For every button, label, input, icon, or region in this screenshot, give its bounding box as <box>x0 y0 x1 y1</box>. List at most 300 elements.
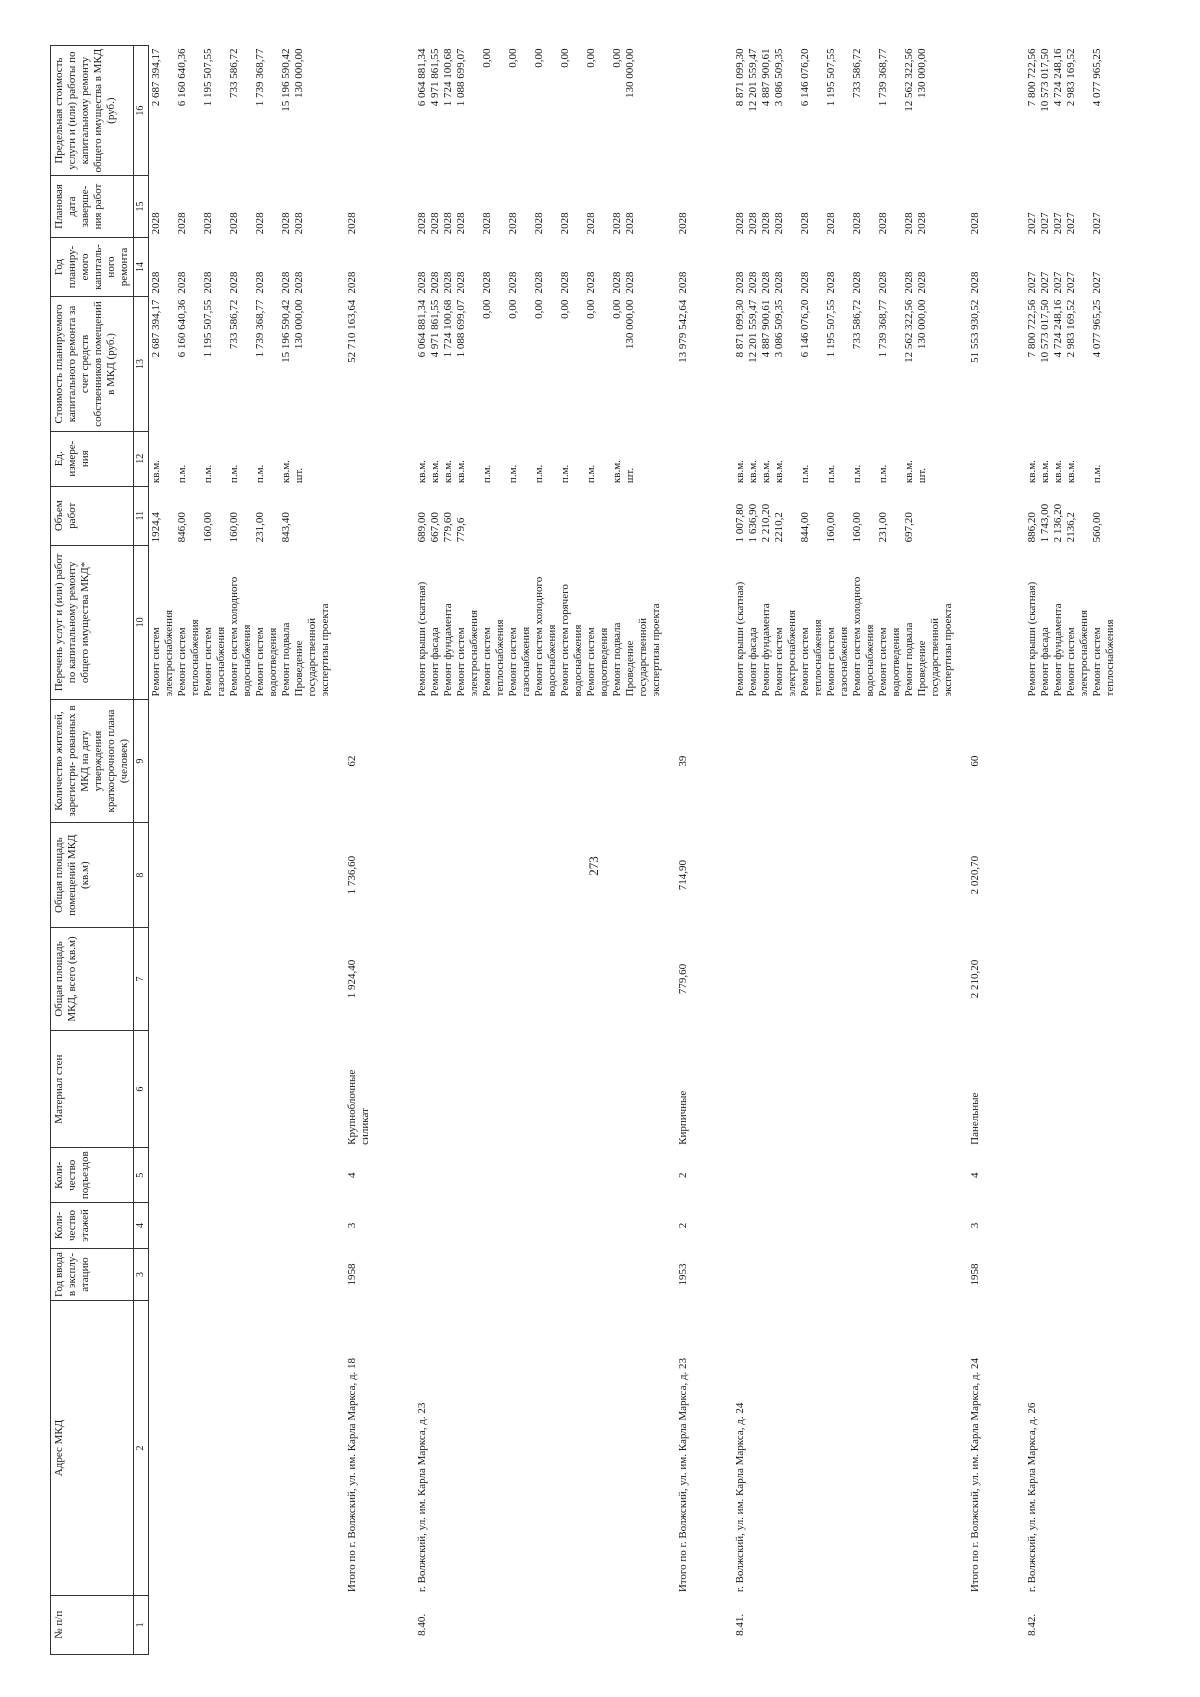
work-line: 6 146 076,20 <box>798 299 811 358</box>
work-line: 2028 <box>915 212 928 235</box>
work-line <box>969 434 982 483</box>
column-header-13: Стоимость планируемого капитального ремонта за счет средств собственников помещений в МКД (руб.) <box>51 297 134 432</box>
work-line: 2028 <box>227 212 240 235</box>
work-line <box>533 489 546 542</box>
cell-col7 <box>1025 928 1118 1031</box>
work-line <box>890 49 903 173</box>
work-line: 2028 <box>759 271 772 294</box>
work-line <box>267 489 280 542</box>
work-line <box>929 489 942 542</box>
work-line: 697,20 <box>902 512 915 543</box>
work-line <box>546 240 559 293</box>
work-line: 51 553 930,52 <box>968 299 981 363</box>
cell-col5 <box>733 1148 956 1203</box>
cell-col12 <box>345 431 373 486</box>
work-line: п.м. <box>480 464 493 484</box>
cell-col6: Панельные <box>968 1092 981 1145</box>
cell-col9 <box>148 699 333 822</box>
work-line: 2028 <box>454 212 467 235</box>
column-header-6: Материал стен <box>51 1030 134 1148</box>
work-line <box>520 300 533 429</box>
cell-col8 <box>1025 823 1118 928</box>
work-line <box>864 179 877 235</box>
column-header-15: Плановая дата заверше- ния работ <box>51 176 134 238</box>
column-number-10: 10 <box>133 545 148 699</box>
work-line: 846,00 <box>175 512 188 543</box>
work-line <box>890 179 903 235</box>
work-line: п.м. <box>584 464 597 484</box>
work-line: 0,00 <box>480 48 493 68</box>
work-line: 2028 <box>345 212 358 235</box>
cell-col13 <box>415 297 664 432</box>
work-line <box>1104 179 1117 235</box>
work-line: 2 136,20 <box>1051 503 1064 543</box>
work-line: п.м. <box>798 464 811 484</box>
work-line <box>163 179 176 235</box>
work-line: 2028 <box>454 271 467 294</box>
work-line: Ремонт систем <box>1064 627 1077 697</box>
work-line <box>189 434 202 483</box>
column-number-9: 9 <box>133 699 148 822</box>
work-line <box>890 240 903 293</box>
spacer-cell <box>956 46 968 1655</box>
work-line <box>650 240 663 293</box>
work-line: 10 573 017,50 <box>1038 299 1051 363</box>
work-line <box>215 489 228 542</box>
work-line <box>319 489 332 542</box>
work-line: 2028 <box>428 212 441 235</box>
work-line: кв.м. <box>1025 460 1038 484</box>
work-line: Ремонт фасада <box>746 627 759 697</box>
cell-col13 <box>733 297 956 432</box>
rotated-table-container <box>50 45 1170 1655</box>
cell-col1 <box>676 1595 691 1654</box>
cell-col5 <box>1025 1148 1118 1203</box>
work-line: 3 086 509,35 <box>772 48 785 107</box>
work-line: кв.м. <box>279 460 292 484</box>
work-line <box>598 300 611 429</box>
work-line <box>598 49 611 173</box>
work-line <box>624 489 637 542</box>
work-line: 160,00 <box>227 512 240 543</box>
work-line: Ремонт систем горячего <box>558 584 571 697</box>
work-line <box>468 489 481 542</box>
work-line: 0,00 <box>558 299 571 319</box>
cell-col1: 8.41. <box>733 1613 746 1636</box>
cell-col14 <box>415 237 664 296</box>
work-line: 1924,4 <box>149 512 162 543</box>
row-spacer <box>983 46 1025 1655</box>
work-line <box>189 240 202 293</box>
work-line <box>346 548 359 696</box>
work-line: Ремонт фасада <box>428 627 441 697</box>
work-line <box>520 434 533 483</box>
cell-col14 <box>733 237 956 296</box>
table-body <box>148 46 1129 1655</box>
work-line: кв.м. <box>428 460 441 484</box>
work-line: Ремонт систем <box>253 627 266 697</box>
cell-col14 <box>148 237 333 296</box>
column-header-9: Количество жителей, зарегистри- рованных в МКД на дату утверждения краткосрочного плана (человек) <box>51 699 134 822</box>
work-line: 2027 <box>1064 271 1077 294</box>
work-line <box>319 300 332 429</box>
work-line <box>572 240 585 293</box>
column-number-13: 13 <box>133 297 148 432</box>
work-line: водоснабжения <box>571 624 584 697</box>
work-line <box>1078 300 1091 429</box>
work-line: водоснабжения <box>863 624 876 697</box>
work-line <box>677 548 690 696</box>
work-line: электроснабжения <box>467 609 480 697</box>
work-line: 130 000,00 <box>623 299 636 350</box>
work-line <box>890 489 903 542</box>
work-line: кв.м. <box>454 460 467 484</box>
work-line: 2028 <box>623 271 636 294</box>
table-row <box>345 46 373 1655</box>
work-line <box>929 240 942 293</box>
cell-col5 <box>148 1148 333 1203</box>
work-line: электроснабжения <box>1077 609 1090 697</box>
cell-col10 <box>733 545 956 699</box>
work-line <box>546 179 559 235</box>
work-line: 733 586,72 <box>227 48 240 98</box>
work-line: 6 160 640,36 <box>175 299 188 358</box>
spacer-cell <box>691 46 733 1655</box>
work-line <box>812 240 825 293</box>
column-number-15: 15 <box>133 176 148 238</box>
work-line: 2028 <box>532 271 545 294</box>
work-line: Ремонт крыши (скатная) <box>1025 581 1038 697</box>
work-line: 2028 <box>149 212 162 235</box>
work-line: 4 887 900,61 <box>759 48 772 107</box>
work-line <box>306 300 319 429</box>
work-line <box>241 434 254 483</box>
work-line: 667,00 <box>428 512 441 543</box>
work-line: 2028 <box>772 212 785 235</box>
work-line: 2027 <box>1051 212 1064 235</box>
work-line: Ремонт систем <box>1090 627 1103 697</box>
work-line: 2028 <box>850 271 863 294</box>
work-line <box>494 434 507 483</box>
work-line: кв.м. <box>1064 460 1077 484</box>
work-line: 1 088 699,07 <box>454 48 467 107</box>
work-line: 0,00 <box>532 48 545 68</box>
work-line: 1 195 507,55 <box>824 299 837 358</box>
cell-col8: 2 020,70 <box>968 855 981 895</box>
work-line <box>546 300 559 429</box>
spacer-cell <box>664 46 676 1655</box>
work-line: кв.м. <box>733 460 746 484</box>
cell-col7 <box>733 928 956 1031</box>
column-number-14: 14 <box>133 237 148 296</box>
work-line: 2027 <box>1038 212 1051 235</box>
work-line: электроснабжения <box>785 609 798 697</box>
work-line <box>637 489 650 542</box>
work-line: 2028 <box>175 212 188 235</box>
work-line: п.м. <box>506 464 519 484</box>
work-line: 0,00 <box>610 48 623 68</box>
work-line <box>306 179 319 235</box>
work-line: 2028 <box>292 212 305 235</box>
column-number-16: 16 <box>133 46 148 176</box>
cell-col3 <box>1025 1248 1118 1300</box>
work-line <box>215 49 228 173</box>
work-line: 12 201 559,47 <box>746 48 759 112</box>
column-header-5: Коли- чество подъездов <box>51 1148 134 1203</box>
cell-col13 <box>1025 297 1118 432</box>
cell-col10 <box>148 545 333 699</box>
work-line: 0,00 <box>506 299 519 319</box>
cell-col11 <box>733 486 956 545</box>
work-line: 2028 <box>558 271 571 294</box>
work-line <box>494 179 507 235</box>
work-line: 2027 <box>1064 212 1077 235</box>
work-line: 2027 <box>1051 271 1064 294</box>
work-line: 2028 <box>824 271 837 294</box>
work-line <box>812 434 825 483</box>
work-line: Ремонт систем холодного <box>532 576 545 697</box>
cell-col15 <box>968 176 983 238</box>
work-line: кв.м. <box>415 460 428 484</box>
cell-col14 <box>1025 237 1118 296</box>
row-spacer <box>333 46 345 1655</box>
cell-col5 <box>415 1148 664 1203</box>
work-line <box>812 300 825 429</box>
work-line: 779,6 <box>454 517 467 543</box>
work-line: 2028 <box>772 271 785 294</box>
work-line <box>572 489 585 542</box>
work-line: шт. <box>623 467 636 484</box>
cell-col8: 1 736,60 <box>345 855 358 895</box>
cell-col9 <box>733 699 956 822</box>
work-line <box>267 240 280 293</box>
cell-col9: 62 <box>345 755 358 767</box>
work-line <box>319 179 332 235</box>
work-line: 2028 <box>746 271 759 294</box>
work-line: 2028 <box>201 271 214 294</box>
cell-col9: 39 <box>676 755 689 767</box>
work-line: теплоснабжения <box>1103 619 1116 697</box>
column-number-5: 5 <box>133 1148 148 1203</box>
work-line: 2028 <box>968 212 981 235</box>
work-line: Ремонт систем холодного <box>227 576 240 697</box>
work-line <box>215 300 228 429</box>
work-line: кв.м. <box>759 460 772 484</box>
column-header-7: Общая площадь МКД, всего (кв.м) <box>51 928 134 1031</box>
work-line <box>507 489 520 542</box>
work-line <box>677 434 690 483</box>
work-line <box>241 240 254 293</box>
work-line: 733 586,72 <box>850 48 863 98</box>
cell-col2: г. Волжский, ул. им. Карла Маркса, д. 26 <box>1025 1402 1038 1593</box>
work-line <box>468 179 481 235</box>
work-line: 12 562 322,56 <box>902 299 915 363</box>
cell-col15 <box>415 176 664 238</box>
cell-col2: г. Волжский, ул. им. Карла Маркса, д. 23 <box>415 1402 428 1593</box>
work-line <box>306 489 319 542</box>
column-header-12: Ед. измере- ния <box>51 431 134 486</box>
cell-col16 <box>676 46 691 176</box>
work-line <box>864 489 877 542</box>
column-header-3: Год ввода в эксплу- атацию <box>51 1248 134 1300</box>
work-line: 2028 <box>902 271 915 294</box>
column-header-14: Год планиру- емого капиталь- ного ремонта <box>51 237 134 296</box>
work-line: 1 724 100,68 <box>441 48 454 107</box>
work-line: 2028 <box>506 212 519 235</box>
work-line: Ремонт подвала <box>902 622 915 697</box>
work-line <box>838 240 851 293</box>
work-line: 2028 <box>759 212 772 235</box>
work-line <box>189 179 202 235</box>
work-line: 6 064 881,34 <box>415 299 428 358</box>
work-line: 160,00 <box>201 512 214 543</box>
work-line: п.м. <box>253 464 266 484</box>
work-line <box>189 49 202 173</box>
work-line: 4 077 965,25 <box>1090 299 1103 358</box>
work-line: 2028 <box>968 271 981 294</box>
work-line <box>494 489 507 542</box>
work-line: 7 800 722,56 <box>1025 48 1038 107</box>
work-line <box>637 179 650 235</box>
work-line <box>637 49 650 173</box>
row-spacer <box>956 46 968 1655</box>
work-line: 130 000,00 <box>292 299 305 350</box>
spacer-cell <box>983 46 1025 1655</box>
work-line <box>520 489 533 542</box>
work-line: 0,00 <box>480 299 493 319</box>
work-line: 0,00 <box>532 299 545 319</box>
work-line: экспертизы проекта <box>649 603 662 697</box>
work-line: 15 196 590,42 <box>279 299 292 363</box>
work-line: 886,20 <box>1025 512 1038 543</box>
work-line: п.м. <box>558 464 571 484</box>
work-line: 12 201 559,47 <box>746 299 759 363</box>
cell-col8 <box>733 823 956 928</box>
work-line <box>637 240 650 293</box>
work-line: кв.м. <box>441 460 454 484</box>
column-number-7: 7 <box>133 928 148 1031</box>
work-line <box>650 49 663 173</box>
column-number-12: 12 <box>133 431 148 486</box>
work-line: 1 739 368,77 <box>876 48 889 107</box>
work-line <box>677 49 690 173</box>
work-line: 2 983 169,52 <box>1064 299 1077 358</box>
work-line: 2028 <box>558 212 571 235</box>
work-line <box>346 489 359 542</box>
work-line: 160,00 <box>850 512 863 543</box>
work-line: 2028 <box>480 271 493 294</box>
work-line: 2028 <box>253 271 266 294</box>
work-line: 4 887 900,61 <box>759 299 772 358</box>
work-line: кв.м. <box>1051 460 1064 484</box>
cell-col12 <box>968 431 983 486</box>
work-line: 2210,2 <box>772 512 785 543</box>
cell-col2: г. Волжский, ул. им. Карла Маркса, д. 24 <box>733 1402 746 1593</box>
work-line: шт. <box>292 467 305 484</box>
work-line: водоснабжения <box>240 624 253 697</box>
work-line <box>293 489 306 542</box>
column-number-1: 1 <box>133 1595 148 1654</box>
work-line <box>864 300 877 429</box>
work-line: 2028 <box>279 212 292 235</box>
cell-col3: 1958 <box>345 1263 358 1286</box>
cell-col3: 1953 <box>676 1263 689 1286</box>
work-line <box>241 49 254 173</box>
cell-col5: 2 <box>676 1172 689 1179</box>
table-row <box>733 46 956 1655</box>
table-row <box>1025 46 1118 1655</box>
cell-col8 <box>148 823 333 928</box>
work-line: 2028 <box>480 212 493 235</box>
work-line: водоснабжения <box>545 624 558 697</box>
row-spacer <box>664 46 676 1655</box>
work-line: 2027 <box>1025 212 1038 235</box>
cell-col12 <box>415 431 664 486</box>
work-line: п.м. <box>850 464 863 484</box>
column-header-2: Адрес МКД <box>51 1301 134 1595</box>
work-line <box>1078 240 1091 293</box>
work-line <box>559 489 572 542</box>
work-line: 1 088 699,07 <box>454 299 467 358</box>
work-line <box>942 49 955 173</box>
work-line: 2 983 169,52 <box>1064 48 1077 107</box>
work-line <box>637 300 650 429</box>
work-line <box>546 434 559 483</box>
cell-col12 <box>733 431 956 486</box>
work-line <box>969 548 982 696</box>
column-number-11: 11 <box>133 486 148 545</box>
work-line: 0,00 <box>584 299 597 319</box>
work-line <box>468 240 481 293</box>
cell-col3 <box>148 1248 333 1300</box>
work-line <box>215 240 228 293</box>
work-line: 6 064 881,34 <box>415 48 428 107</box>
work-line: 2027 <box>1090 271 1103 294</box>
cell-col13 <box>968 297 983 432</box>
work-line: 2028 <box>415 271 428 294</box>
column-number-2: 2 <box>133 1301 148 1595</box>
work-line: 2028 <box>253 212 266 235</box>
work-line: 2028 <box>441 212 454 235</box>
cell-col1: 8.42. <box>1025 1613 1038 1636</box>
work-line: 2028 <box>201 212 214 235</box>
work-line: кв.м. <box>610 460 623 484</box>
column-header-16: Предельная стоимость услуги и (или) работы по капитальному ремонту общего имущества в МКД (руб.) <box>51 46 134 176</box>
work-line: 733 586,72 <box>850 299 863 350</box>
work-line: водоотведения <box>597 627 610 697</box>
work-line: кв.м. <box>902 460 915 484</box>
column-number-4: 4 <box>133 1203 148 1249</box>
cell-col16 <box>415 46 664 176</box>
table-row <box>415 46 664 1655</box>
work-line <box>546 49 559 173</box>
work-line: 843,40 <box>279 512 292 543</box>
work-line <box>267 434 280 483</box>
cell-col10 <box>968 545 983 699</box>
work-line: 15 196 590,42 <box>279 48 292 112</box>
cell-col6 <box>733 1030 956 1148</box>
cell-col6 <box>148 1030 333 1148</box>
cell-col15 <box>733 176 956 238</box>
row-spacer <box>691 46 733 1655</box>
cell-col9 <box>415 699 664 822</box>
work-line: теплоснабжения <box>493 619 506 697</box>
work-line: шт. <box>915 467 928 484</box>
cell-col2: Итого по г. Волжский, ул. им. Карла Маркса, д. 24 <box>968 1357 981 1593</box>
cell-col14 <box>968 237 983 296</box>
cell-col3 <box>415 1248 664 1300</box>
cell-col6 <box>415 1030 664 1148</box>
